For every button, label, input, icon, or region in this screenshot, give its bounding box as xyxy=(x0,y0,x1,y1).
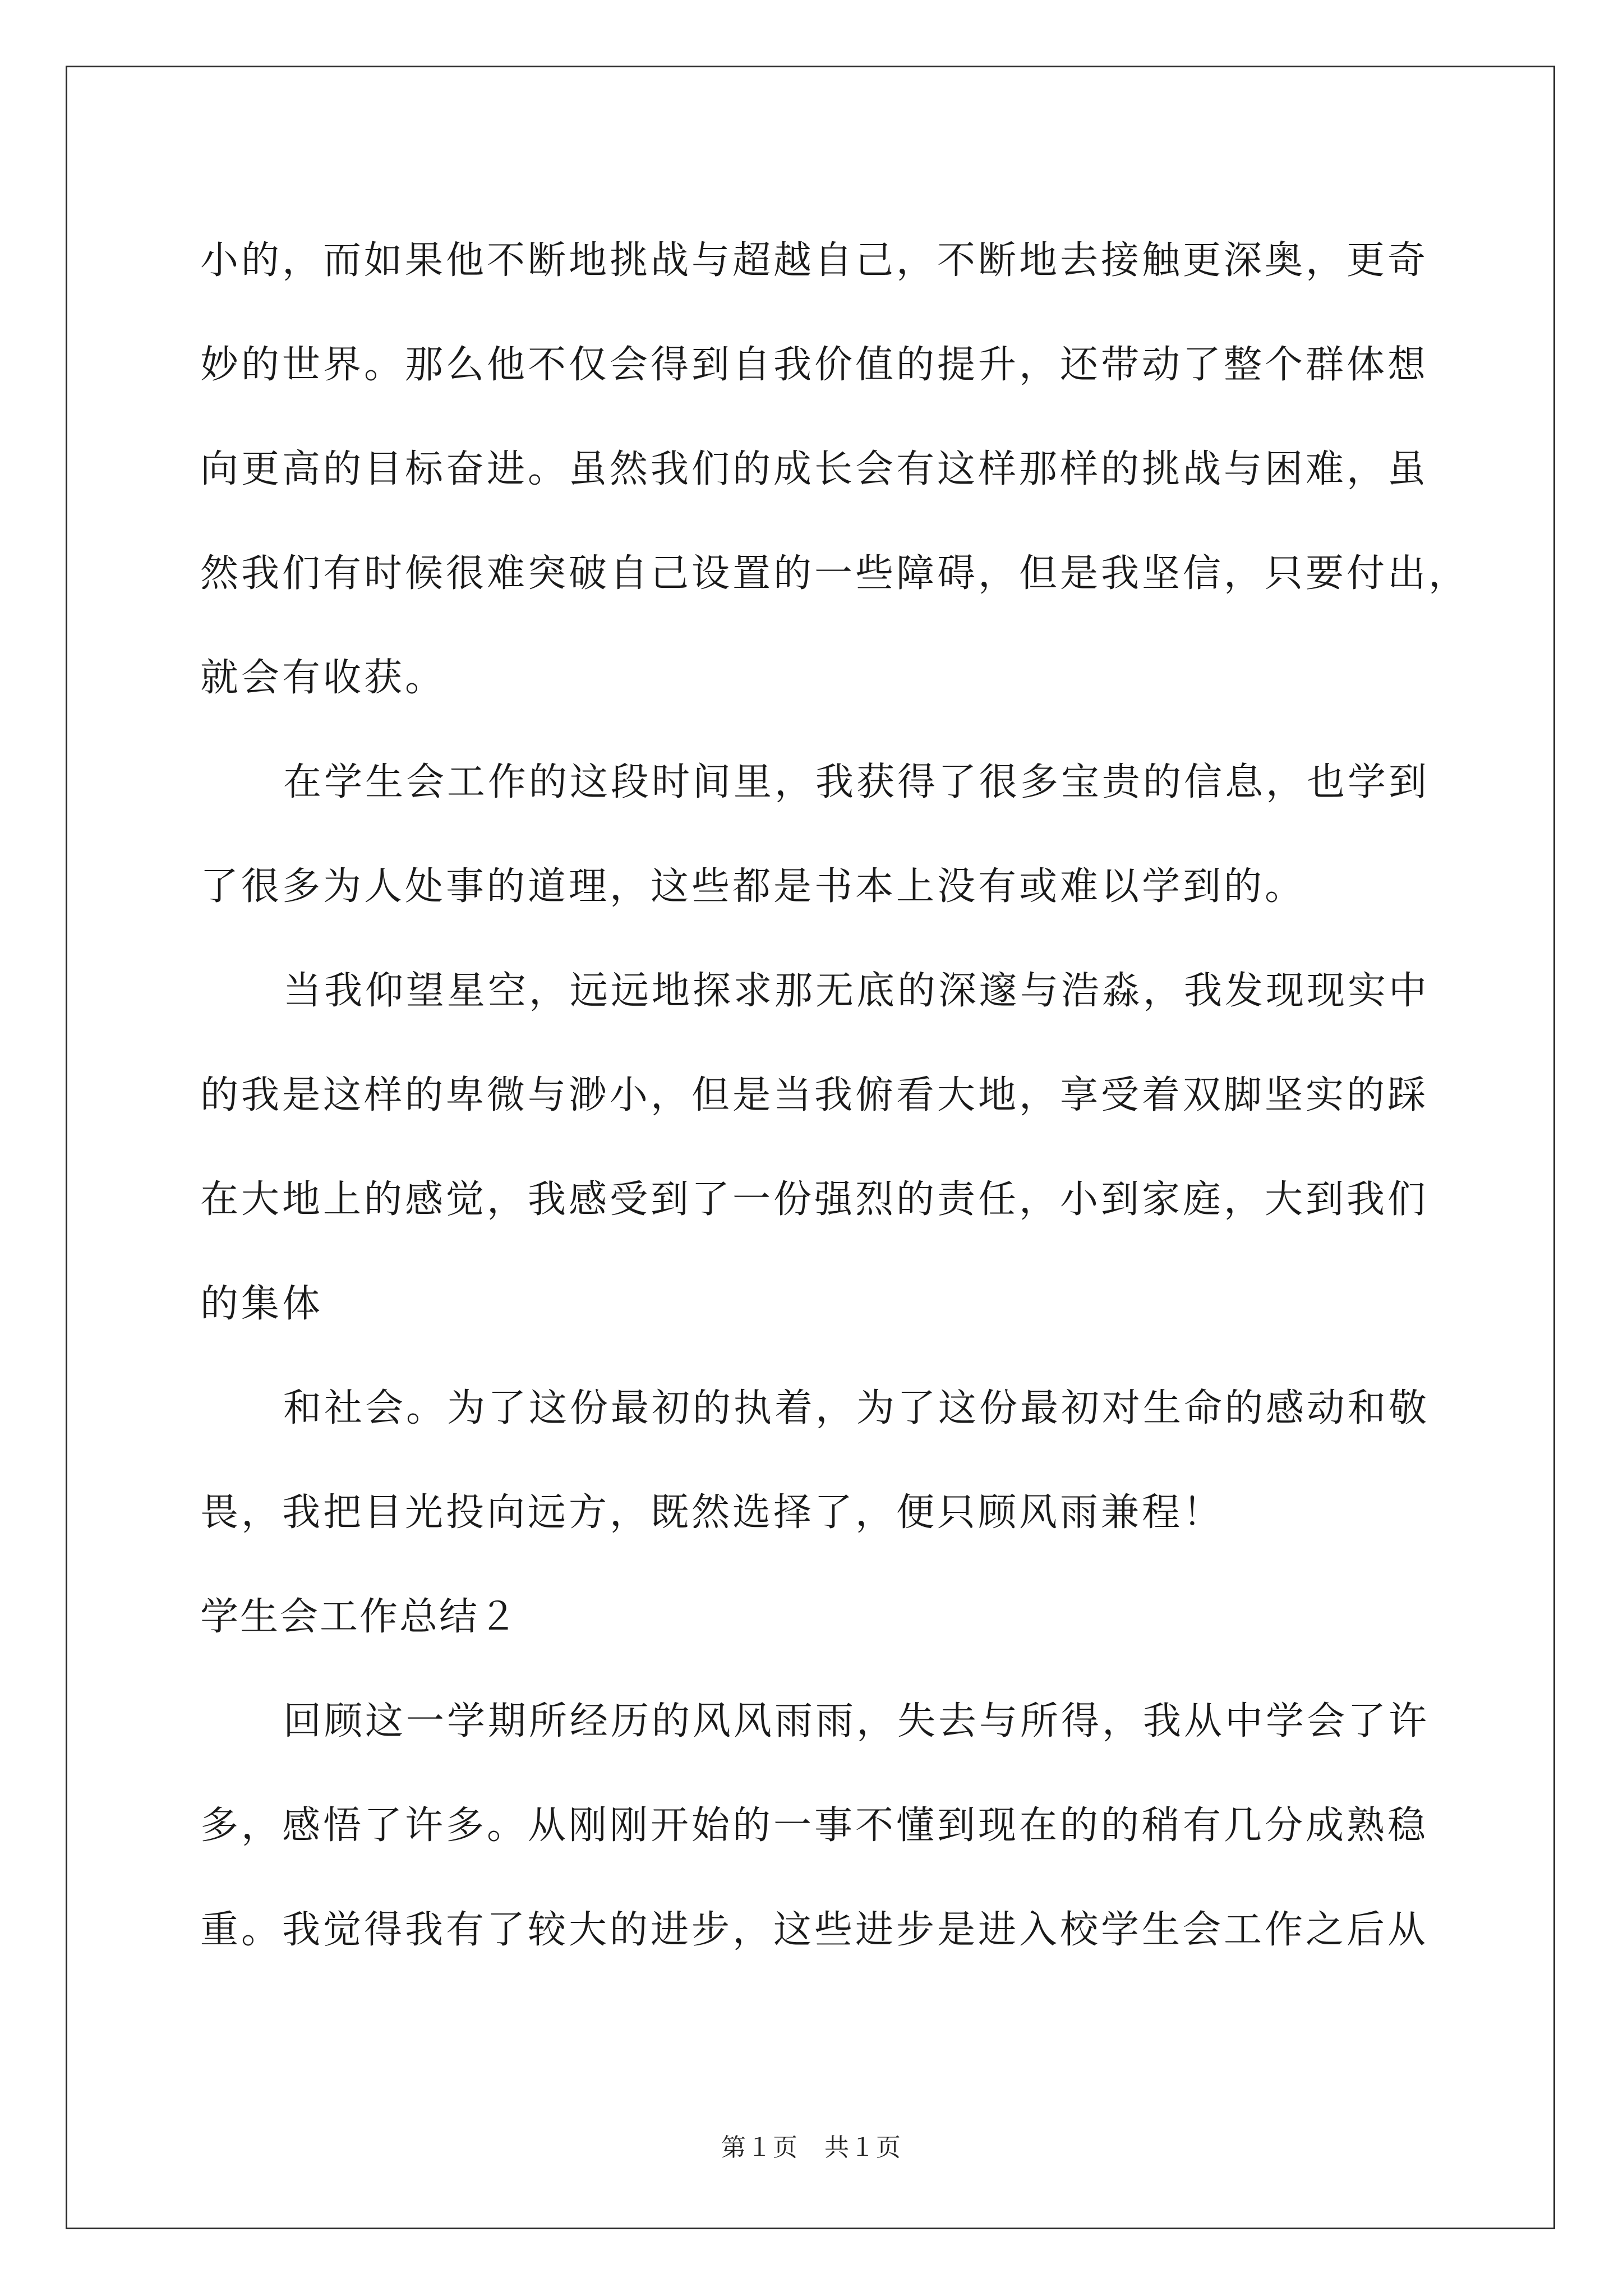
text-line: 就会有收获。 xyxy=(200,656,446,700)
text-line: 向更高的目标奋进。虽然我们的成长会有这样那样的挑战与困难，虽 xyxy=(200,447,1429,491)
section-heading: 学生会工作总结２ xyxy=(200,1595,519,1639)
text-line: 多，感悟了许多。从刚刚开始的一事不懂到现在的的稍有几分成熟稳 xyxy=(200,1803,1429,1848)
paragraph-start: 在学生会工作的这段时间里，我获得了很多宝贵的信息，也学到 xyxy=(283,760,1430,804)
paragraph-start: 回顾这一学期所经历的风风雨雨，失去与所得，我从中学会了许 xyxy=(283,1699,1430,1743)
text-line: 了很多为人处事的道理，这些都是书本上没有或难以学到的。 xyxy=(200,864,1306,909)
text-line: 畏，我把目光投向远方，既然选择了，便只顾风雨兼程！ xyxy=(200,1490,1224,1535)
text-line: 的集体 xyxy=(200,1282,324,1326)
text-line: 在大地上的感觉，我感受到了一份强烈的责任，小到家庭，大到我们 xyxy=(200,1177,1429,1222)
page-footer: 第１页 共１页 xyxy=(721,2133,902,2162)
text-line: 的我是这样的卑微与渺小，但是当我俯看大地，享受着双脚坚实的踩 xyxy=(200,1073,1429,1117)
text-line: 妙的世界。那么他不仅会得到自我价值的提升，还带动了整个群体想 xyxy=(200,343,1429,387)
paragraph-start: 当我仰望星空，远远地探求那无底的深邃与浩淼，我发现现实中 xyxy=(283,969,1430,1013)
text-line: 小的，而如果他不断地挑战与超越自己，不断地去接触更深奥，更奇 xyxy=(200,238,1429,283)
text-line: 然我们有时候很难突破自己设置的一些障碍，但是我坚信，只要付出， xyxy=(200,551,1470,596)
paragraph-start: 和社会。为了这份最初的执着，为了这份最初对生命的感动和敬 xyxy=(283,1386,1430,1430)
text-line: 重。我觉得我有了较大的进步，这些进步是进入校学生会工作之后从 xyxy=(200,1908,1429,1952)
document-body xyxy=(200,209,1470,1982)
